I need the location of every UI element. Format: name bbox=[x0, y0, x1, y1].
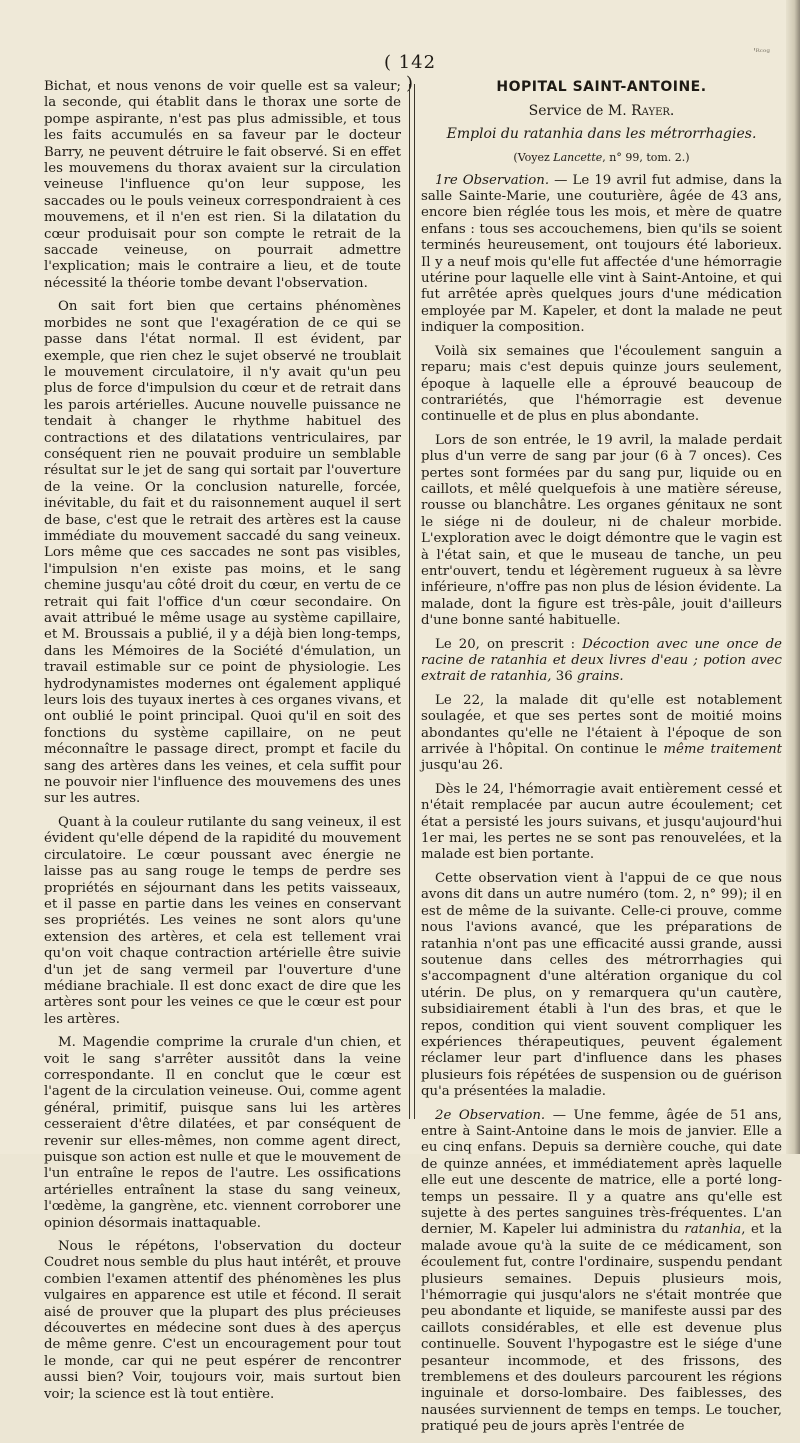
obs1-label: 1re Observation. bbox=[435, 172, 550, 188]
obs1-p5-prefix: Le 22, la malade dit qu'elle est notablement soulagée, et que ses pertes sont de moitié moins abondantes qu'elle ne l'étaient à l'époque de son arrivée à l'hôpital. On continue le bbox=[421, 692, 782, 758]
obs2-text-a: — Une femme, âgée de 51 ans, entre à Saint-Antoine dans le mois de janvier. Elle a eu cinq enfans. Depuis sa dernière couche, qui date de quinze années, et immédiatement après laquelle elle eut une descente de matrice, elle a porté long-temps un pessaire. Il y a quatre ans qu'elle est sujette à des pertes sanguines très-fréquentes. L'an dernier, M. Kapeler lui administra du bbox=[421, 1107, 783, 1238]
obs1-paragraph-1 bbox=[421, 173, 782, 337]
left-paragraph-1: Bichat, et nous venons de voir quelle est sa valeur; la seconde, qui établit dans le thorax une sorte de pompe aspirante, n'est pas plus admissible, et tous les faits accumulés en sa faveur par le docteur Barry, ne peuvent détruire le fait observé. Si en effet les mouvemens du thorax avaient sur la circulation veineuse l'influence qu'on leur suppose, les saccades ou le pouls veineux correspondraient à ces mouvemens, et il n'en est rien. Si la dilatation du cœur produisait pour son compte le retrait de la saccade veineuse, on pourrait admettre l'explication; mais le contraire a lieu, et de toute nécessité la théorie tombe devant l'observation. bbox=[44, 79, 401, 291]
hospital-title: HOPITAL SAINT-ANTOINE. bbox=[496, 79, 707, 95]
obs1-paragraph-2: Voilà six semaines que l'écoulement sanguin a reparu; mais c'est depuis quinze jours seulement, époque à laquelle elle a éprouvé beaucoup de contrariétés, que l'hémorragie est devenue continuelle et de plus en plus abondante. bbox=[421, 343, 782, 425]
obs1-p4-prefix: Le 20, on prescrit : bbox=[435, 636, 576, 652]
right-column bbox=[421, 79, 782, 1443]
article-rubric: Emploi du ratanhia dans les métrorrhagies. bbox=[446, 125, 757, 142]
obs2-label: 2e Observation. bbox=[435, 1107, 546, 1123]
obs2-text-b: , et la malade avoue qu'à la suite de ce médicament, son écoulement fut, contre l'ordinaire, suspendu pendant plusieurs semaines. Depuis plusieurs mois, l'hémorragie qui jusqu'alors ne s'était montrée que peu abondante et liquide, se manifeste aussi par des caillots considérables, et elle est devenue plus continuelle. Souvent l'hypogastre est le siége d'une pesanteur incommode, et des frissons, des tremblemens et des douleurs parcourent les régions inguinale et dorso-lombaire. Des faiblesses, des nausées surviennent de temps en temps. Le toucher, pratiqué peu de jours après l'entrée de bbox=[421, 1222, 783, 1435]
obs1-text-1: — Le 19 avril fut admise, dans la salle Sainte-Marie, une couturière, âgée de 43 ans, encore bien réglée tous les mois, et mère de quatre enfans : tous ses accouchemens, bien qu'ils se soient terminés heureusement, ont toujours été laborieux. Il y a neuf mois qu'elle fut affectée d'une hémorragie utérine pour laquelle elle vint à Saint-Antoine, et qui fut arrêtée après quelques jours d'une médication employée par M. Kapeler, et dont la malade ne peut indiquer la composition. bbox=[421, 172, 782, 336]
left-paragraph-5: Nous le répétons, l'observation du docteur Coudret nous semble du plus haut intérêt, et prouve combien l'examen attentif des phénomènes les plus vulgaires en apparence est utile et fécond. Il serait aisé de prouver que la plupart des plus précieuses découvertes en médecine sont dues à des aperçus de même genre. C'est un encouragement pour tout le monde, car qui ne peut espérer de rencontrer aussi bien? Voir, toujours voir, mais surtout bien voir; la science est là tout entière. bbox=[44, 1239, 401, 1402]
page-number: ( 142 ) bbox=[383, 52, 437, 94]
reference-line bbox=[421, 150, 782, 166]
left-paragraph-2: On sait fort bien que certains phénomènes morbides ne sont que l'exagération de ce qui se passe dans l'état normal. Il est évident, par exemple, que rien chez le sujet observé ne troublait le mouvement circulatoire, il n'y avait qu'un peu plus de force d'impulsion du cœur et de retrait dans les parois artérielles. Aucune nouvelle puissance ne tendait à changer le rhythme habituel des contractions et des dilatations ventriculaires, par conséquent rien ne pouvait produire un semblable résultat sur le jet de sang qui sortait par l'ouverture de la veine. Or la conclusion naturelle, forcée, inévitable, du fait et du raisonnement auquel il sert de base, c'est que le retrait des artères est la cause immédiate du mouvement saccadé du sang veineux. Lors même que ces saccades ne sont pas visibles, l'impulsion n'en existe pas moins, et le sang chemine jusqu'au côté droit du cœur, en vertu de ce retrait qui fait l'office d'un cœur secondaire. On avait attribué le même usage au système capillaire, et M. Broussais a publié, il y a déjà bien long-temps, dans les Mémoires de la Société d'émulation, un travail estimable sur ce point de physiologie. Les hydrodynamistes modernes ont également appliqué leurs lois des tuyaux inertes à ces organes vivans, et ont oublié le point principal. Quoi qu'il en soit des fonctions du système capillaire, on ne peut méconnaître le passage direct, prompt et facile du sang des artères dans les veines, et cela suffit pour ne pouvoir nier l'influence des mouvemens des unes sur les autres. bbox=[44, 299, 401, 807]
reference-journal: Lancette bbox=[553, 151, 603, 165]
page-edge-shadow bbox=[786, 0, 800, 1154]
obs1-p5-suffix: jusqu'au 26. bbox=[421, 758, 504, 774]
obs1-paragraph-3: Lors de son entrée, le 19 avril, la malade perdait plus d'un verre de sang par jour (6 à 7 onces). Ces pertes sont formées par du sang pur, liquide ou en caillots, et mêlé quelquefois à une matière séreuse, rousse ou blanchâtre. Les organes génitaux ne sont le siége ni de douleur, ni de chaleur morbide. L'exploration avec le doigt démontre que le vagin est à l'état sain, et que le museau de tanche, un peu entr'ouvert, tendu et légèrement rugueux à sa lèvre inférieure, n'offre pas non plus de lésion évidente. La malade, dont la figure est très-pâle, jouit d'ailleurs d'une bonne santé habituelle. bbox=[421, 432, 782, 629]
obs1-paragraph-5 bbox=[421, 693, 782, 775]
reference-suffix: , n° 99, tom. 2.) bbox=[602, 151, 690, 165]
obs2-paragraph-1 bbox=[421, 1108, 782, 1436]
obs1-paragraph-6: Dès le 24, l'hémorragie avait entièrement cessé et n'était remplacée par aucun autre écoulement; cet état a persisté les jours suivans, et jusqu'aujourd'hui 1er mai, les pertes ne se sont pas renouvelées, et la malade est bien portante. bbox=[421, 781, 782, 863]
column-divider bbox=[409, 84, 415, 1119]
obs1-p4-italic: Décoction avec une once de racine de ratanhia et deux livres d'eau ; potion avec extrait de ratanhia, bbox=[421, 636, 782, 685]
left-paragraph-3: Quant à la couleur rutilante du sang veineux, il est évident qu'elle dépend de la rapidité du mouvement circulatoire. Le cœur poussant avec énergie ne laisse pas au sang rouge le temps de perdre ses propriétés en séjournant dans les petits vaisseaux, et il passe en partie dans les veines en conservant ses propriétés. Les veines ne sont alors qu'une extension des artères, et cela est tellement vrai qu'on voit chaque contraction artérielle être suivie d'un jet de sang vermeil par l'ouverture d'une médiane brachiale. Il est donc exact de dire que les artères sont pour les veines ce que le cœur est pour les artères. bbox=[44, 814, 401, 1027]
service-prefix: Service de M. bbox=[528, 103, 627, 120]
obs1-p5-italic: même traitement bbox=[663, 742, 782, 758]
obs1-paragraph-4 bbox=[421, 637, 782, 686]
obs1-paragraph-7: Cette observation vient à l'appui de ce que nous avons dit dans un autre numéro (tom. 2, n° 99); il en est de même de la suivante. Celle-ci prouve, comme nous l'avions avancé, que les préparations de ratanhia n'ont pas une efficacité aussi grande, aussi soutenue dans celles des métrorrhagies qui s'accompagnent d'une altération organique du col utérin. De plus, on y remarquera qu'un cautère, subsidiairement établi à l'un des bras, et que le repos, condition qui vient souvent compliquer les expériences thérapeutiques, peuvent également réclamer leur part d'influence dans les phases plusieurs fois répétées de suspension ou de guérison qu'a présentées la maladie. bbox=[421, 870, 782, 1100]
corner-mark: 'ᴿᶜᵒᵍ bbox=[753, 48, 770, 58]
service-name: Rayer. bbox=[631, 103, 675, 120]
left-column bbox=[44, 79, 401, 1410]
obs1-p4-dose: 36 bbox=[555, 669, 573, 685]
service-line bbox=[421, 103, 782, 119]
left-paragraph-4: M. Magendie comprime la crurale d'un chien, et voit le sang s'arrêter aussitôt dans la veine correspondante. Il en conclut que le cœur est l'agent de la circulation veineuse. Oui, comme agent général, primitif, puisque sans lui les artères cesseraient d'être dilatées, et par conséquent de revenir sur elles-mêmes, non comme agent direct, puisque son action est nulle et que le mouvement de l'un entraîne le repos de l'autre. Les ossifications artérielles entraînent la stase du sang veineux, l'œdème, la gangrène, etc. viennent corroborer une opinion désormais inattaquable. bbox=[44, 1035, 401, 1231]
obs2-italic: ratanhia bbox=[684, 1222, 742, 1238]
reference-prefix: (Voyez bbox=[513, 151, 550, 165]
obs1-p4-unit: grains. bbox=[576, 669, 624, 685]
